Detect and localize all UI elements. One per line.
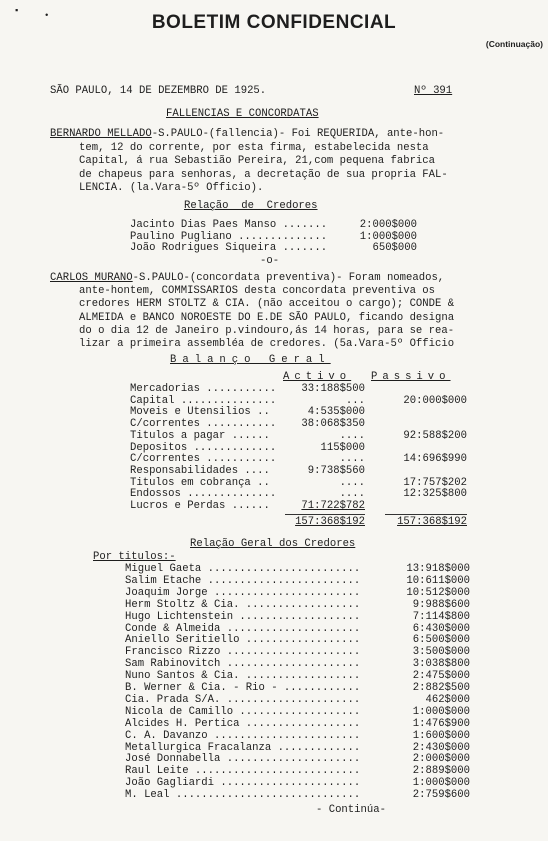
creditor-value: 6:500$000 [412,634,470,647]
creditor-value: 7:114$800 [412,610,470,623]
balance-label: Mercadorias ........... [130,383,277,395]
creditor-value: 2:000$000 [359,219,417,231]
creditor-name: M. Leal ............................. [125,789,361,802]
creditor-name: C. A. Davanzo ....................... [125,729,361,742]
creditor-value: 10:512$000 [406,586,470,599]
entry-text-line: de chapeus para senhoras, a decretação de sua propria FAL- [79,168,448,181]
creditor-name: João Gagliardi ...................... [125,777,361,790]
creditor-value: 650$000 [372,242,417,254]
balance-activo-value: 33:188$500 [301,383,365,395]
separator: -o- [260,255,280,267]
creditor-value: 3:038$800 [412,658,470,671]
creditor-value: 3:500$000 [412,646,470,659]
creditor-value: 2:430$000 [412,741,470,754]
bulletin-title: BOLETIM CONFIDENCIAL [151,12,397,33]
balance-label: C/correntes ........... [130,418,277,431]
balance-activo-value: .... [339,488,365,501]
entry-text-line: ante-hontem, COMMISSARIOS desta concordata preventiva os [79,285,436,298]
creditor-name: Miguel Gaeta ........................ [125,563,361,575]
creditor-name: Hugo Lichtenstein ................... [125,610,361,623]
bulletin-number: Nº 391 [414,85,453,97]
balance-activo-value: 4:535$000 [307,406,365,419]
creditors-title: Relação Geral dos Credores [190,538,356,550]
balance-title: Balanço Geral [170,354,331,366]
creditor-value: 1:000$000 [359,230,417,243]
entry-text-line: do o dia 12 de Janeiro p.vindouro,ás 14 horas, para se rea- [79,324,455,337]
balance-activo-value: ... [345,394,365,407]
creditor-value: 2:889$000 [412,765,470,778]
entry-text-line: ALMEIDA e BANCO NOROESTE DO E.DE SÃO PAULO, ficando designa [79,311,455,324]
creditor-name: Conde & Almeida ..................... [125,622,361,635]
creditor-value: 1:600$000 [412,729,470,742]
creditor-name: Paulino Pugliano .............. [130,230,328,243]
by-titles-label: Por titulos:- [93,551,176,563]
balance-label: Titulos a pagar ...... [130,429,270,442]
entry-text-line: LENCIA. (la.Vara-5º Officio). [79,182,264,194]
creditor-name: Jacinto Dias Paes Manso ....... [130,219,328,231]
balance-activo-value: 71:722$782 [301,500,365,512]
total-passivo: 157:368$192 [397,515,467,528]
passivo-header: Passivo [371,371,451,383]
balance-passivo-value: 20:000$000 [403,394,467,407]
creditor-name: B. Werner & Cia. - Rio - ............ [125,682,361,694]
balance-passivo-value: 14:696$990 [403,453,467,466]
creditor-value: 2:000$000 [412,753,470,766]
entry-text-line [50,272,444,285]
creditor-name: Nicola de Camillo ................... [125,705,361,718]
creditor-value: 1:476$900 [412,717,470,730]
entry-text-line: lizar a primeira assembléa de credores. (5a.Vara-5º Officio [79,338,455,350]
speck-mark: • [44,11,50,21]
creditor-name: Sam Rabinovitch ..................... [125,658,361,671]
total-activo: 157:368$192 [295,515,365,528]
total-rule [385,514,467,515]
entry-text-rest: -S.PAULO-(fallencia)- Foi REQUERIDA, ante-hon- [151,128,445,140]
balance-activo-value: 115$000 [320,441,365,454]
creditor-value: 462$000 [425,693,470,706]
creditor-name: Aniello Seritiello .................. [125,634,361,647]
balance-label: Capital ............... [130,394,277,407]
balance-label: Lucros e Perdas ...... [130,500,270,512]
balance-passivo-value: 92:588$200 [403,429,467,442]
creditor-name: Metallurgica Fracalanza ............. [125,741,361,754]
creditor-name: Alcides H. Pertica .................. [125,717,361,730]
dateline: SÃO PAULO, 14 DE DEZEMBRO DE 1925. [50,85,267,97]
balance-activo-value: 9:738$560 [307,464,365,477]
creditor-value: 2:759$600 [412,789,470,802]
creditor-name: Nuno Santos & Cia. .................. [125,670,361,683]
balance-activo-value: .... [339,476,365,489]
balance-activo-value: 38:068$350 [301,418,365,431]
creditor-value: 6:430$000 [412,622,470,635]
creditor-name: Salim Etache ........................ [125,574,361,587]
creditor-value: 1:000$000 [412,777,470,790]
creditor-name: Francisco Rizzo ..................... [125,646,361,659]
entry-firm-name: CARLOS MURANO [50,272,133,284]
balance-label: Endossos .............. [130,488,277,501]
creditors-title: Relação de Credores [184,200,318,212]
creditor-value: 2:882$500 [412,682,470,694]
total-rule [285,514,365,515]
creditor-value: 10:611$000 [406,574,470,587]
section-title: FALLENCIAS E CONCORDATAS [166,108,319,120]
continuation-label: (Continuação) [485,39,543,49]
balance-label: Moveis e Utensilios .. [130,406,270,419]
balance-activo-value: .... [339,453,365,466]
continues-label: - Continúa- [316,804,386,816]
activo-header: Activo [283,371,352,383]
creditor-name: Cia. Prada S/A. ..................... [125,693,361,706]
creditor-value: 9:988$600 [412,598,470,611]
creditor-name: João Rodrigues Siqueira ....... [130,242,328,254]
balance-passivo-value: 12:325$800 [403,488,467,501]
creditor-value: 2:475$000 [412,670,470,683]
creditor-name: José Donnabella ..................... [125,753,361,766]
entry-text-rest: -S.PAULO-(concordata preventiva)- Foram nomeados, [132,272,445,284]
entry-text-line: Capital, á rua Sebastião Pereira, 21,com pequena fabrica [79,155,436,167]
speck-mark: ▪ [14,6,20,16]
balance-label: Responsabilidades .... [130,464,270,477]
balance-label: Depositos ............. [130,441,277,454]
creditor-name: Joaquim Jorge ....................... [125,586,361,599]
balance-label: Titulos em cobrança .. [130,476,270,489]
entry-text-line: credores HERM STOLTZ & CIA. (não acceitou o cargo); CONDE & [79,298,455,311]
balance-activo-value: .... [339,429,365,442]
creditor-name: Herm Stoltz & Cia. .................. [125,598,361,611]
creditor-name: Raul Leite .......................... [125,765,361,778]
entry-text-line: tem, 12 do corrente, por esta firma, estabelecida nesta [79,141,429,154]
balance-passivo-value: 17:757$202 [403,476,467,489]
creditor-value: 1:000$000 [412,705,470,718]
balance-label: C/correntes ........... [130,453,277,466]
creditor-value: 13:918$000 [406,563,470,575]
entry-text-line [50,128,444,141]
entry-firm-name: BERNARDO MELLADO [50,128,152,140]
